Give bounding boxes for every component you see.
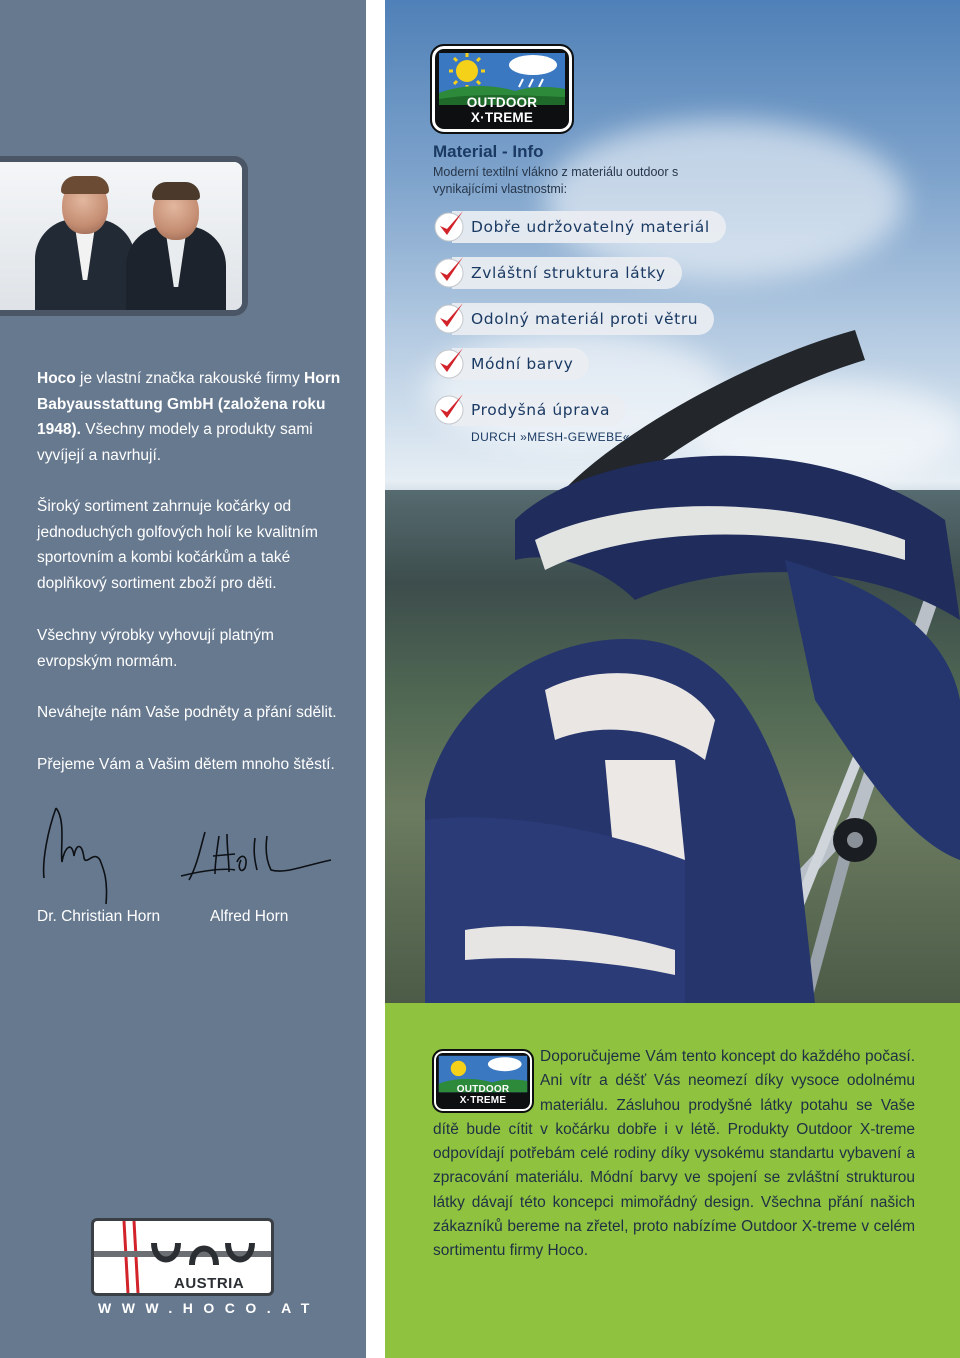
- signature-name-right: Alfred Horn: [210, 908, 289, 925]
- feature-item: Módní barvy: [452, 348, 589, 380]
- checkmark-icon: [433, 346, 467, 380]
- about-paragraph-1: Hoco je vlastní značka rakouské firmy Horn Babyausstattung GmbH (založena roku 1948). Všechny modely a produkty sami vyvíjejí a navrhují.: [37, 370, 341, 465]
- feature-item: Zvláštní struktura látky: [452, 257, 682, 289]
- checkmark-icon: [433, 392, 467, 426]
- checkmark-icon: [433, 301, 467, 335]
- website-url[interactable]: WWW.HOCO.AT: [98, 1300, 320, 1316]
- hoco-austria-label: AUSTRIA: [174, 1275, 245, 1292]
- person-right: [118, 164, 228, 314]
- hoco-logo: [91, 1218, 274, 1296]
- mesh-note: DURCH »MESH-GEWEBE«: [471, 430, 630, 444]
- founders-photo: [0, 156, 248, 316]
- about-paragraph-4: Neváhejte nám Vaše podněty a přání sdělit.: [37, 704, 337, 721]
- recommendation-text: Doporučujeme Vám tento koncept do každého počasí. Ani vítr a déšť Vás neomezí díky vysoce odolnému materiálu. Zásluhou prodyšné látky potahu se Vaše dítě bude cítit v kočárku dobře i v létě. Produkty Outdoor X-treme odpovídají potřebám celé rodiny díky vysokému standartu vybavení a zpracování materiálu. Módní barvy ve spojení se zvláštní strukturou látky dávají této koncepci mimořádný design. Všechna přání našich zákazníků bereme na zřetel, proto nabízíme Outdoor X-treme v celém sortimentu firmy Hoco.: [433, 1048, 915, 1260]
- feature-item: Odolný materiál proti větru: [452, 303, 714, 335]
- brand-name: Hoco: [37, 370, 76, 387]
- about-paragraph-5: Přejeme Vám a Vašim dětem mnoho štěstí.: [37, 756, 335, 773]
- about-paragraph-2: Široký sortiment zahrnuje kočárky od jednoduchých golfových holí ke kvalitním sportovním a kombi kočárkům a také doplňkový sortiment zboží pro děti.: [37, 498, 318, 593]
- checkmark-icon: [433, 255, 467, 289]
- signature-name-left: Dr. Christian Horn: [37, 908, 161, 925]
- outdoor-xtreme-label: OUTDOOR X·TREME: [466, 95, 538, 125]
- signature-alfred: [175, 826, 335, 890]
- outdoor-xtreme-label-small: OUTDOOR X·TREME: [456, 1084, 510, 1106]
- material-info-title: Material - Info: [433, 142, 544, 161]
- feature-item: Prodyšná úprava: [452, 394, 626, 426]
- about-paragraph-3: Všechny výrobky vyhovují platným evropským normám.: [37, 627, 274, 670]
- signature-christian: [38, 800, 118, 910]
- company-name: Horn Babyausstattung GmbH (založena roku 1948).: [37, 370, 341, 439]
- feature-item: Dobře udržovatelný materiál: [452, 211, 726, 243]
- outdoor-xtreme-logo: [432, 46, 572, 132]
- material-info-subtitle: Moderní textilní vlákno z materiálu outdoor s vynikajícími vlastnostmi:: [433, 165, 679, 196]
- checkmark-icon: [433, 209, 467, 243]
